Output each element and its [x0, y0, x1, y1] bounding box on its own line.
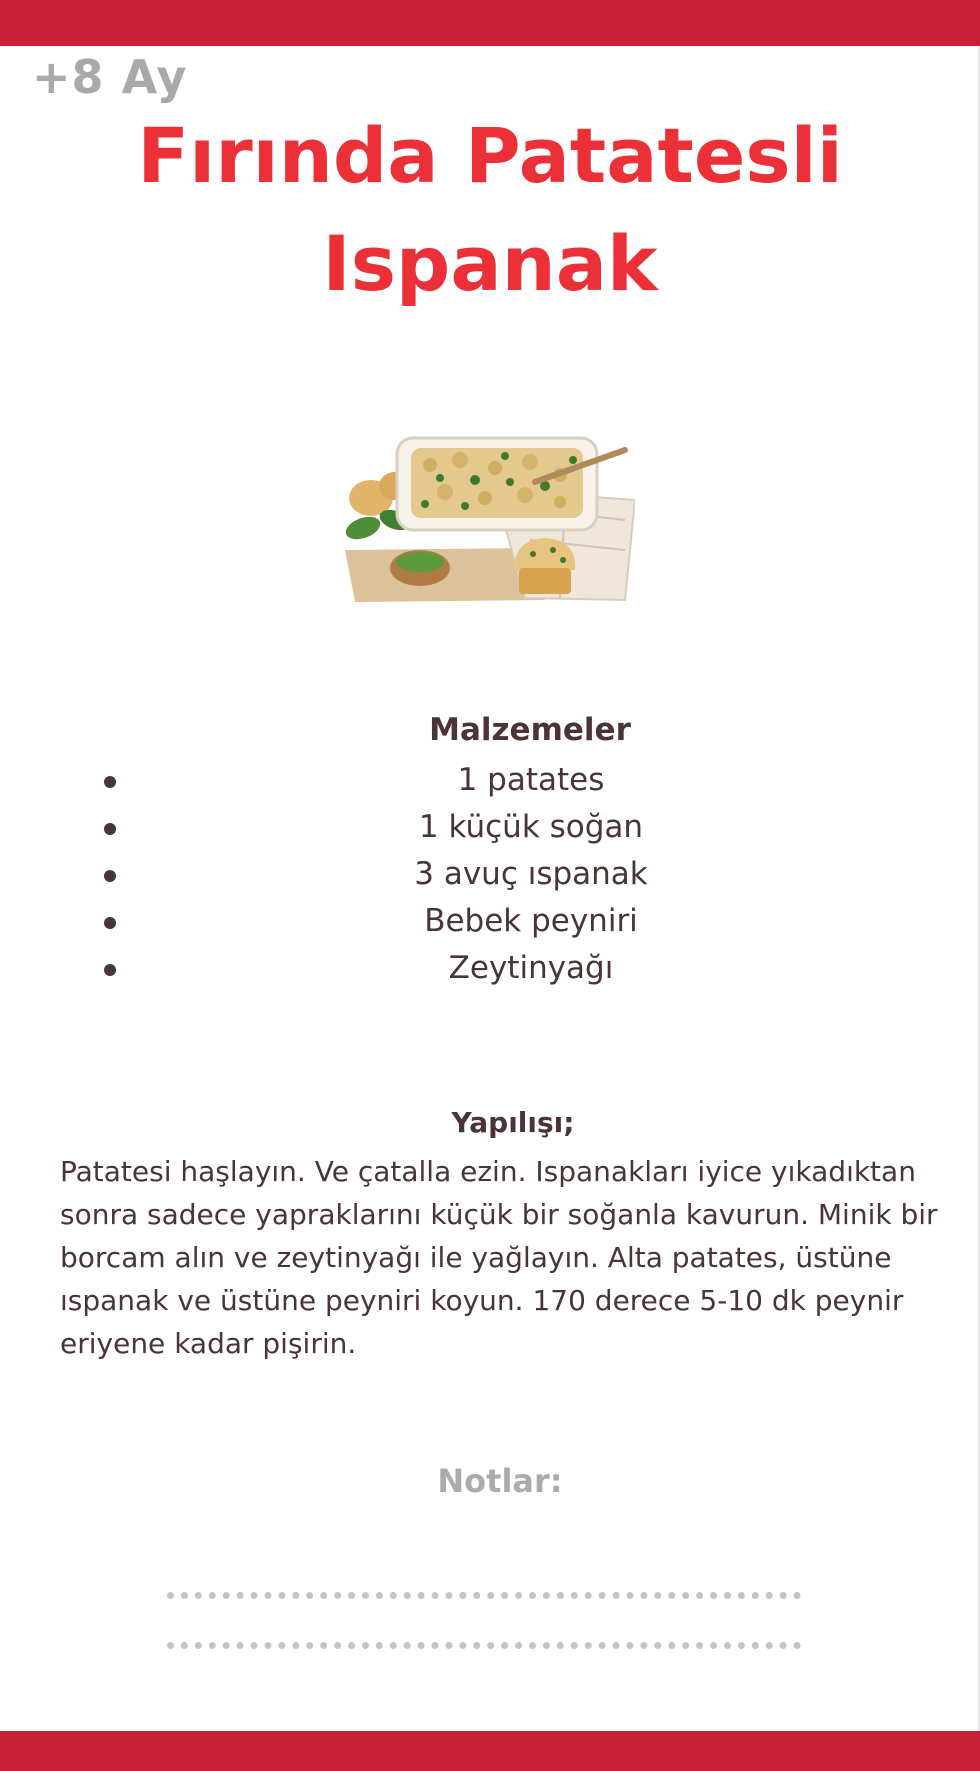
method-text: Patatesi haşlayın. Ve çatalla ezin. Ispanakları iyice yıkadıktan sonra sadece yapraklarını küçük bir soğanla kavurun. Minik bir borcam alın ve zeytinyağı ile yağlayın. Alta patates, üstüne ıspanak ve üstüne peyniri koyun. 170 derece 5-10 dk peynir eriyene kadar pişirin. [60, 1155, 938, 1360]
ingredient-item: Bebek peyniri [0, 897, 980, 944]
bottom-color-band [0, 1731, 980, 1771]
note-line [167, 1592, 801, 1599]
recipe-title-line-2: Ispanak [322, 219, 658, 308]
bullet-icon [104, 776, 116, 788]
bullet-icon [104, 917, 116, 929]
ingredient-item: 3 avuç ıspanak [0, 850, 980, 897]
bullet-icon [104, 964, 116, 976]
casserole-filling [411, 448, 583, 518]
top-color-band [0, 0, 980, 46]
bullet-icon [104, 870, 116, 882]
note-line [167, 1642, 801, 1649]
spinach-leaf-shape [343, 512, 384, 543]
ingredients-list [0, 756, 980, 991]
ingredient-item: 1 patates [0, 756, 980, 803]
ingredient-item: 1 küçük soğan [0, 803, 980, 850]
baked-dish-illustration [335, 420, 635, 620]
notes-heading: Notlar: [437, 1462, 563, 1500]
ingredients-heading: Malzemeler [429, 712, 631, 748]
bullet-icon [104, 823, 116, 835]
recipe-title-line-1: Fırında Patatesli [137, 111, 843, 200]
ingredient-item: Zeytinyağı [0, 944, 980, 991]
age-badge: +8 Ay [32, 50, 188, 104]
recipe-title [0, 102, 980, 318]
method-heading: Yapılışı; [451, 1106, 575, 1139]
